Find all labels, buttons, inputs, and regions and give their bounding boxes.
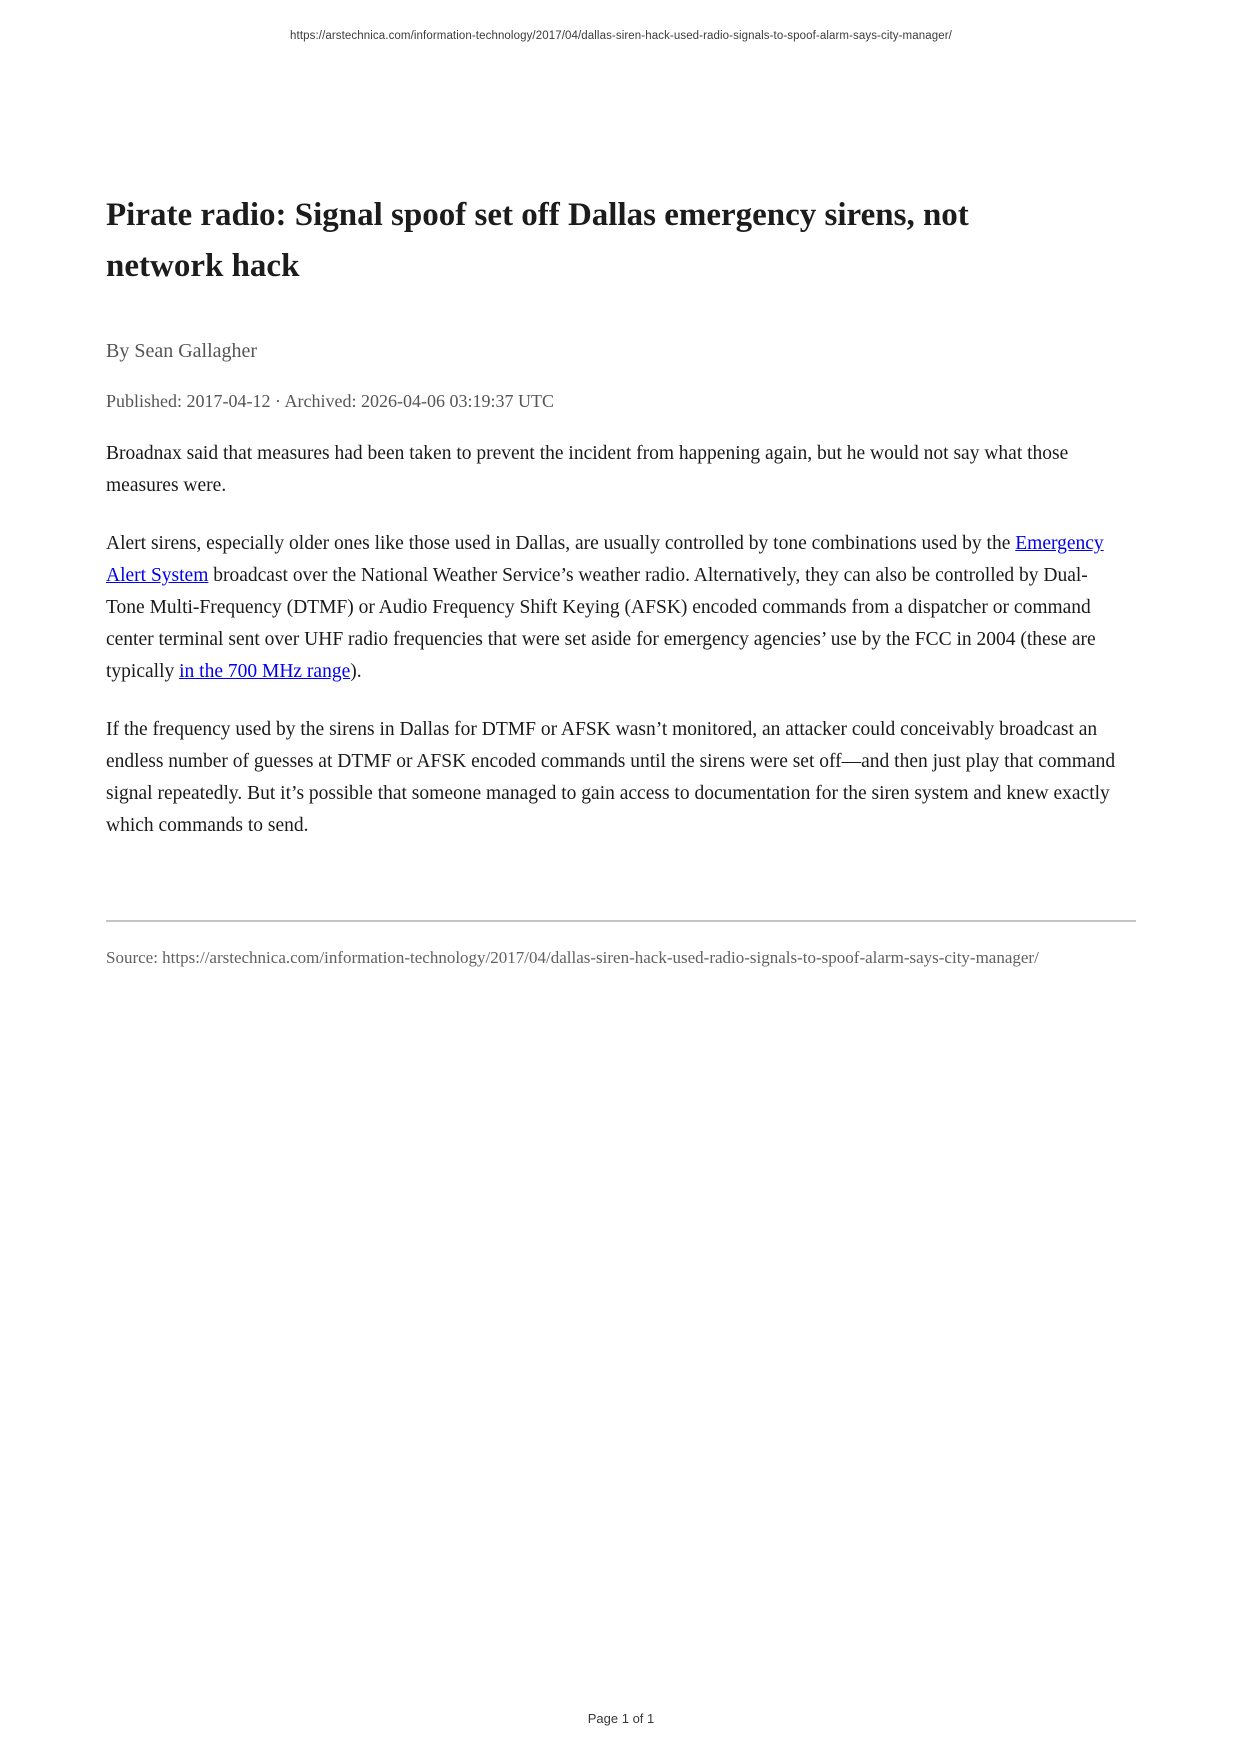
print-header-url: https://arstechnica.com/information-technology/2017/04/dallas-siren-hack-used-radio-signals-to-spoof-alarm-says-city-manager/: [290, 30, 952, 42]
source-line: Source: https://arstechnica.com/information-technology/2017/04/dallas-siren-hack-used-radio-signals-to-spoof-alarm-says-city-manager/: [106, 948, 1039, 967]
divider: [106, 920, 1136, 922]
article-meta-published-archived: Published: 2017-04-12 · Archived: 2026-04-06 03:19:37 UTC: [106, 391, 554, 411]
link-700-mhz-range[interactable]: in the 700 MHz range: [179, 661, 351, 682]
paragraph-1: [106, 438, 1116, 502]
paragraph-2-text: Alert sirens, especially older ones like those used in Dallas, are usually controlled by tone combinations used by the: [106, 533, 1016, 554]
paragraph-2: [106, 528, 1116, 688]
paragraph-2-text: broadcast over the National Weather Service’s weather radio. Alternatively, they can also be controlled by Dual-Tone Multi-Frequency (DTMF) or Audio Frequency Shift Keying (AFSK) encoded commands from a dispatcher or command center terminal sent over UHF radio frequencies that were set aside for emergency agencies’ use by the FCC in 2004 (these are typically: [106, 565, 1096, 682]
paragraph-2-text: ).: [350, 661, 362, 682]
article-title: Pirate radio: Signal spoof set off Dallas emergency sirens, not network hack: [106, 197, 969, 284]
paragraph-1-text: Broadnax said that measures had been taken to prevent the incident from happening again, but he would not say what those measures were.: [106, 443, 1069, 496]
paragraph-3-text: If the frequency used by the sirens in Dallas for DTMF or AFSK wasn’t monitored, an attacker could conceivably broadcast an endless number of guesses at DTMF or AFSK encoded commands until the sirens were set off—and then just play that command signal repeatedly. But it’s possible that someone managed to gain access to documentation for the siren system and knew exactly which commands to send.: [106, 719, 1116, 836]
paragraph-3: [106, 714, 1116, 842]
article-byline: By Sean Gallagher: [106, 340, 258, 362]
link-emergency-alert-system[interactable]: Emergency Alert System: [106, 533, 1104, 586]
page-number: Page 1 of 1: [587, 1711, 655, 1726]
article-content: [106, 0, 1136, 968]
